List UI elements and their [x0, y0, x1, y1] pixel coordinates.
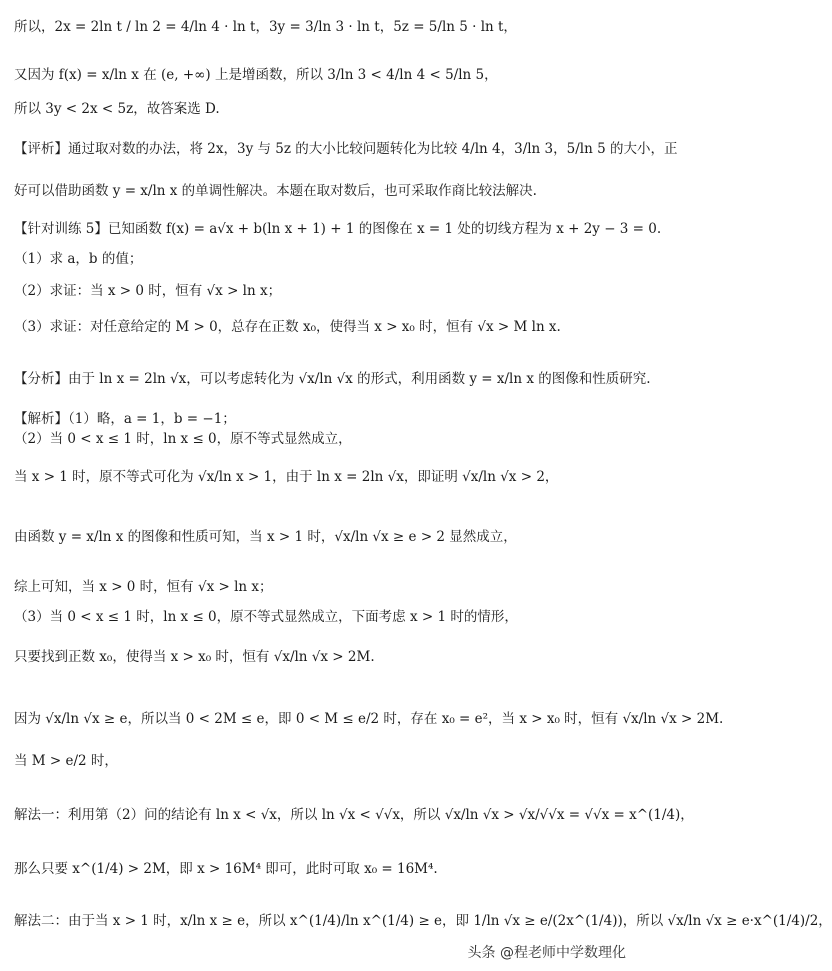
text-line-7: （1）求 a，b 的值；	[14, 251, 143, 267]
watermark-label: 头条 @程老师中学数理化	[464, 941, 630, 963]
text-line-4: 【评析】通过取对数的办法，将 2x，3y 与 5z 的大小比较问题转化为比较 4/ln 4，3/ln 3，5/ln 5 的大小，正	[14, 141, 678, 157]
text-line-17: 只要找到正数 x₀，使得当 x > x₀ 时，恒有 √x/ln √x > 2M.	[14, 649, 375, 665]
text-line-18: 因为 √x/ln √x ≥ e，所以当 0 < 2M ≤ e，即 0 < M ≤ e/2 时，存在 x₀ = e²，当 x > x₀ 时，恒有 √x/ln √x > 2M.	[14, 711, 724, 727]
text-line-15: 综上可知，当 x > 0 时，恒有 √x > ln x；	[14, 579, 273, 595]
text-line-16: （3）当 0 < x ≤ 1 时，ln x ≤ 0，原不等式显然成立，下面考虑 x > 1 时的情形，	[14, 609, 518, 625]
text-line-13: 当 x > 1 时，原不等式可化为 √x/ln x > 1，由于 ln x = 2ln √x，即证明 √x/ln √x > 2，	[14, 469, 559, 485]
text-line-14: 由函数 y = x/ln x 的图像和性质可知，当 x > 1 时，√x/ln √x ≥ e > 2 显然成立，	[14, 529, 517, 545]
text-line-21: 那么只要 x^(1/4) > 2M，即 x > 16M⁴ 即可，此时可取 x₀ = 16M⁴.	[14, 861, 438, 877]
text-line-12: （2）当 0 < x ≤ 1 时，ln x ≤ 0，原不等式显然成立，	[14, 431, 352, 447]
text-line-19: 当 M > e/2 时，	[14, 753, 118, 769]
text-line-10: 【分析】由于 ln x = 2ln √x，可以考虑转化为 √x/ln √x 的形式，利用函数 y = x/ln x 的图像和性质研究.	[14, 371, 651, 387]
text-line-20: 解法一：利用第（2）问的结论有 ln x < √x，所以 ln √x < √√x，所以 √x/ln √x > √x/√√x = √√x = x^(1/4)，	[14, 807, 694, 823]
text-line-1: 所以，2x = 2ln t / ln 2 = 4/ln 4 · ln t，3y = 3/ln 3 · ln t，5z = 5/ln 5 · ln t，	[14, 19, 517, 35]
text-line-3: 所以 3y < 2x < 5z，故答案选 D.	[14, 101, 220, 117]
text-line-6: 【针对训练 5】已知函数 f(x) = a√x + b(ln x + 1) + 1 的图像在 x = 1 处的切线方程为 x + 2y − 3 = 0.	[14, 221, 662, 237]
text-line-5: 好可以借助函数 y = x/ln x 的单调性解决。本题在取对数后，也可采取作商比较法解决.	[14, 183, 537, 199]
text-line-22: 解法二：由于当 x > 1 时，x/ln x ≥ e，所以 x^(1/4)/ln x^(1/4) ≥ e，即 1/ln √x ≥ e/(2x^(1/4))，所以 √x/ln √x ≥ e·x^(1/4)/2，	[14, 913, 832, 929]
text-line-8: （2）求证：当 x > 0 时，恒有 √x > ln x；	[14, 283, 282, 299]
text-line-2: 又因为 f(x) = x/ln x 在 (e, +∞) 上是增函数，所以 3/ln 3 < 4/ln 4 < 5/ln 5，	[14, 67, 498, 83]
text-line-9: （3）求证：对任意给定的 M > 0，总存在正数 x₀，使得当 x > x₀ 时，恒有 √x > M ln x.	[14, 319, 561, 335]
text-line-11: 【解析】（1）略，a = 1，b = −1；	[14, 411, 236, 427]
